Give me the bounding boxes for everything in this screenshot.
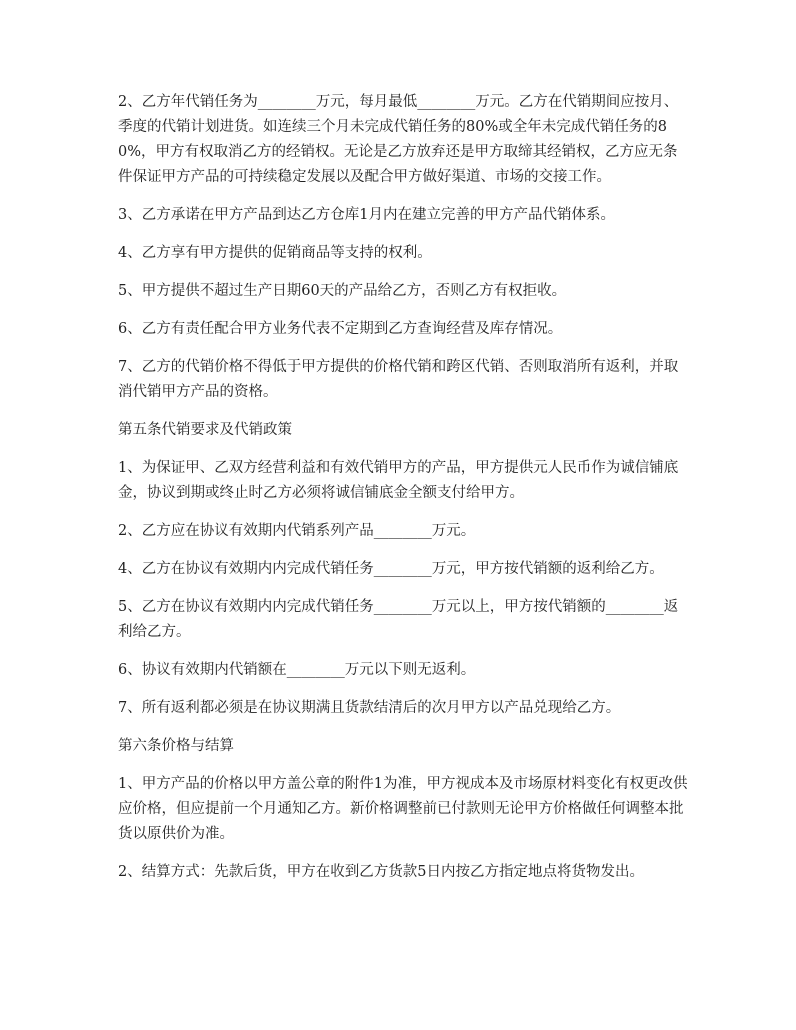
section5-clause-4-rebate: 4、乙方在协议有效期内内完成代销任务________万元，甲方按代销额的返利给乙方。 bbox=[118, 561, 664, 577]
section5-clause-6-no-rebate: 6、协议有效期内代销额在________万元以下则无返利。 bbox=[118, 662, 476, 678]
section5-clause-1-deposit: 1、为保证甲、乙双方经营利益和有效代销甲方的产品，甲方提供元人民币作为诚信铺底金，协议到期或终止时乙方必须将诚信铺底金全额支付给甲方。 bbox=[118, 460, 679, 501]
section6-clause-2-settlement: 2、结算方式：先款后货，甲方在收到乙方货款5日内按乙方指定地点将货物发出。 bbox=[118, 864, 644, 880]
document-page bbox=[118, 90, 688, 898]
clause-6-inventory-check: 6、乙方有责任配合甲方业务代表不定期到乙方查询经营及库存情况。 bbox=[118, 321, 563, 337]
section-heading-5: 第五条代销要求及代销政策 bbox=[118, 422, 292, 438]
clause-2-annual-task: 2、乙方年代销任务为________万元，每月最低________万元。乙方在代销期间应按月、季度的代销计划进货。如连续三个月未完成代销任务的80%或全年未完成代销任务的80%，甲方有权取消乙方的经销权。无论是乙方放弃还是甲方取缔其经销权，乙方应无条件保证甲方产品的可持续稳定发展以及配合甲方做好渠道、市场的交接工作。 bbox=[118, 94, 679, 185]
section6-clause-1-price: 1、甲方产品的价格以甲方盖公章的附件1为准，甲方视成本及市场原材料变化有权更改供应价格，但应提前一个月通知乙方。新价格调整前已付款则无论甲方价格做任何调整本批货以原供价为准。 bbox=[118, 776, 688, 842]
clause-7-pricing-rule: 7、乙方的代销价格不得低于甲方提供的价格代销和跨区代销、否则取消所有返利，并取消代销甲方产品的资格。 bbox=[118, 359, 679, 400]
section5-clause-7-rebate-payout: 7、所有返利都必须是在协议期满且货款结清后的次月甲方以产品兑现给乙方。 bbox=[118, 700, 621, 716]
clause-5-production-date: 5、甲方提供不超过生产日期60天的产品给乙方，否则乙方有权拒收。 bbox=[118, 283, 567, 299]
clause-4-promotion-support: 4、乙方享有甲方提供的促销商品等支持的权利。 bbox=[118, 245, 432, 261]
clause-3-distribution-system: 3、乙方承诺在甲方产品到达乙方仓库1月内在建立完善的甲方产品代销体系。 bbox=[118, 207, 615, 223]
section5-clause-5-rebate-above: 5、乙方在协议有效期内内完成代销任务________万元以上，甲方按代销额的________返利给乙方。 bbox=[118, 599, 679, 640]
section5-clause-2-product-sales: 2、乙方应在协议有效期内代销系列产品________万元。 bbox=[118, 523, 476, 539]
section-heading-6: 第六条价格与结算 bbox=[118, 738, 234, 754]
